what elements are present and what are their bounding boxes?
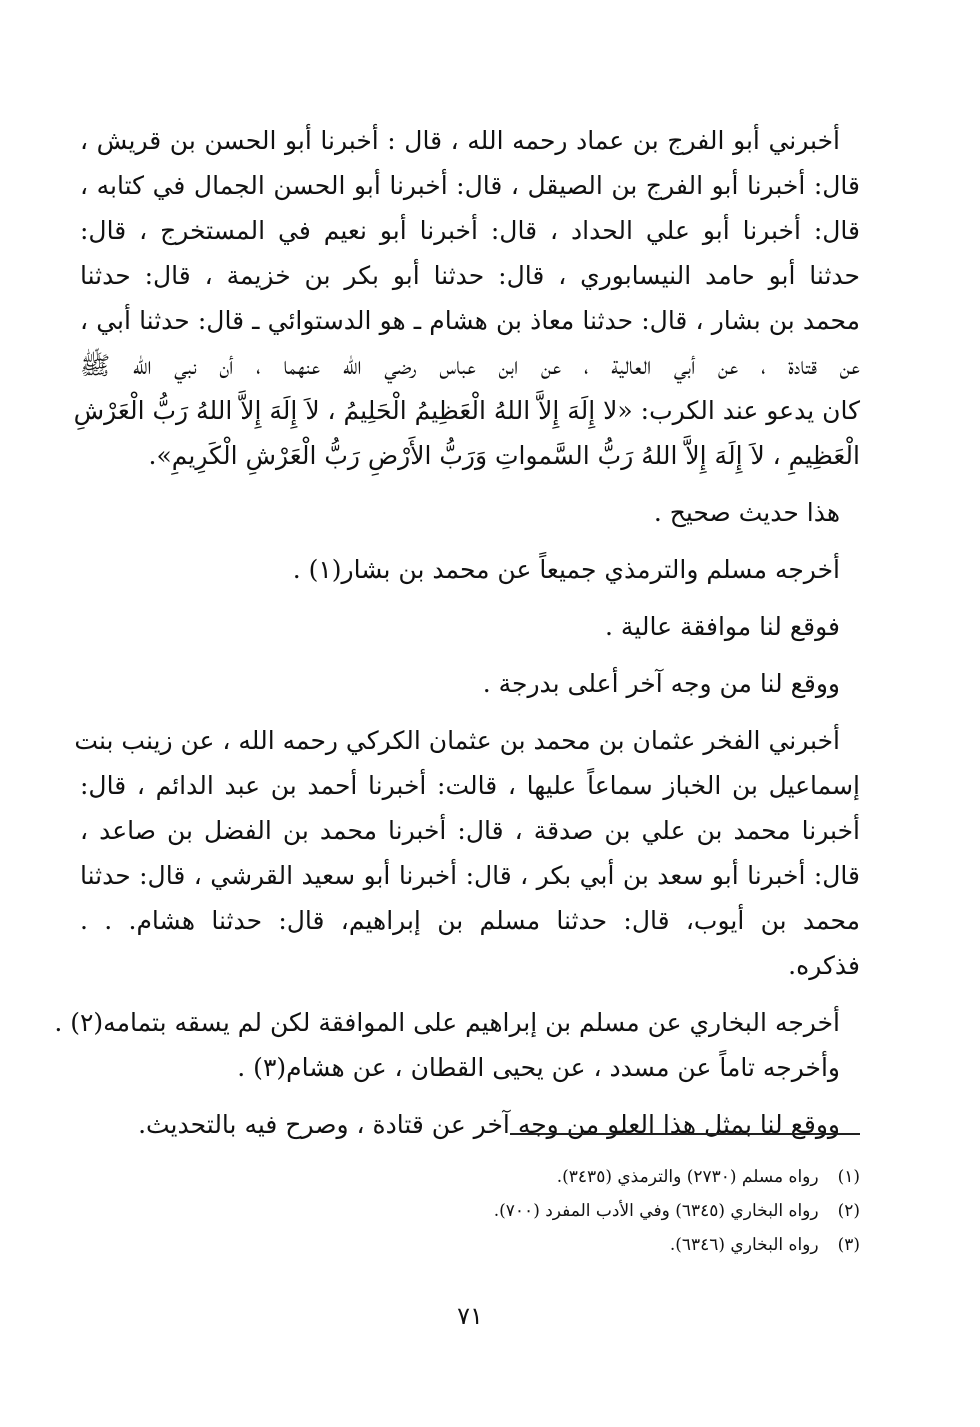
footnote-text: رواه البخاري (٦٣٤٥) وفي الأدب المفرد (٧٠٠).: [493, 1201, 819, 1221]
footnote-number: (٢): [837, 1201, 860, 1221]
text-line: محمد بن أيوب، قال: حدثنا مسلم بن إبراهيم، قال: حدثنا هشام. . .: [80, 906, 860, 935]
text-line: أخبرني أبو الفرج بن عماد رحمه الله ، قال : أخبرنا أبو الحسن بن قريش ،: [80, 126, 840, 155]
text-line: أخبرني الفخر عثمان بن محمد بن عثمان الكركي رحمه الله ، عن زينب بنت: [74, 726, 840, 755]
text-line: محمد بن بشار ، قال: حدثنا معاذ بن هشام ـ هو الدستوائي ـ قال: حدثنا أبي ،: [80, 306, 860, 335]
paragraph-hadith-grade: هذا حديث صحيح .: [653, 498, 840, 527]
page-body: [54, 118, 860, 1147]
text-line: أخبرنا محمد بن علي بن صدقة ، قال: أخبرنا محمد بن الفضل بن صاعد ،: [80, 816, 860, 845]
text-line: عن قتادة ، عن أبي العالية ، عن ابن عباس رضي الله عنهما ، أن نبي الله ﷺ: [80, 351, 860, 380]
text-line: قال: أخبرنا أبو الفرج بن الصيقل ، قال: أخبرنا أبو الحسن الجمال في كتابه ،: [80, 171, 860, 200]
text-line: كان يدعو عند الكرب: «لا إِلَهَ إِلاَّ اللهُ الْعَظِيمُ الْحَلِيمُ ، لاَ إِلَهَ إِلاَّ اللهُ رَبُّ الْعَرْشِ: [73, 396, 860, 425]
paragraph-closing: ووقع لنا بمثل هذا العلو من وجه آخر عن قتادة ، وصرح فيه بالتحديث.: [138, 1110, 840, 1139]
paragraph-another-route: ووقع لنا من وجه آخر أعلى بدرجة .: [482, 669, 840, 698]
text-line: قال: أخبرنا أبو علي الحداد ، قال: أخبرنا أبو نعيم في المستخرج ، قال:: [80, 216, 860, 245]
footnote-number: (١): [837, 1167, 860, 1187]
footnote-3: [330, 1228, 860, 1262]
footnote-number: (٣): [837, 1235, 860, 1255]
footnote-2: [330, 1194, 860, 1228]
text-line: حدثنا أبو حامد النيسابوري ، قال: حدثنا أبو بكر بن خزيمة ، قال: حدثنا: [80, 261, 860, 290]
paragraph-takhrij-1: أخرجه مسلم والترمذي جميعاً عن محمد بن بشار(١) .: [292, 555, 840, 584]
paragraph-muwafaqa: فوقع لنا موافقة عالية .: [605, 612, 840, 641]
footnote-divider: [510, 1133, 860, 1135]
page-number: ٧١: [457, 1302, 483, 1330]
paragraph-isnad-2: [74, 718, 860, 988]
paragraph-takhrij-3: وأخرجه تاماً عن مسدد ، عن يحيى القطان ، عن هشام(٣) .: [237, 1053, 840, 1082]
text-line: قال: أخبرنا أبو سعد بن أبي بكر ، قال: أخبرنا أبو سعيد القرشي ، قال: حدثنا: [80, 861, 860, 890]
text-line: الْعَظِيمِ ، لاَ إِلَهَ إِلاَّ اللهُ رَبُّ السَّمواتِ وَرَبُّ الأَرْضِ رَبُّ الْعَرْشِ الْكَرِيمِ».: [148, 441, 860, 470]
footnote-text: رواه مسلم (٢٧٣٠) والترمذي (٣٤٣٥).: [556, 1167, 819, 1187]
text-line: إسماعيل بن الخباز سماعاً عليها ، قالت: أخبرنا أحمد بن عبد الدائم ، قال:: [80, 771, 860, 800]
paragraph-takhrij-2: أخرجه البخاري عن مسلم بن إبراهيم على الموافقة لكن لم يسقه بتمامه(٢) .: [54, 1008, 840, 1037]
paragraph-isnad-1: [73, 118, 860, 478]
text-line: فذكره.: [788, 951, 860, 980]
footnote-text: رواه البخاري (٦٣٤٦).: [669, 1235, 819, 1255]
footnotes: [330, 1160, 860, 1262]
footnote-1: [330, 1160, 860, 1194]
